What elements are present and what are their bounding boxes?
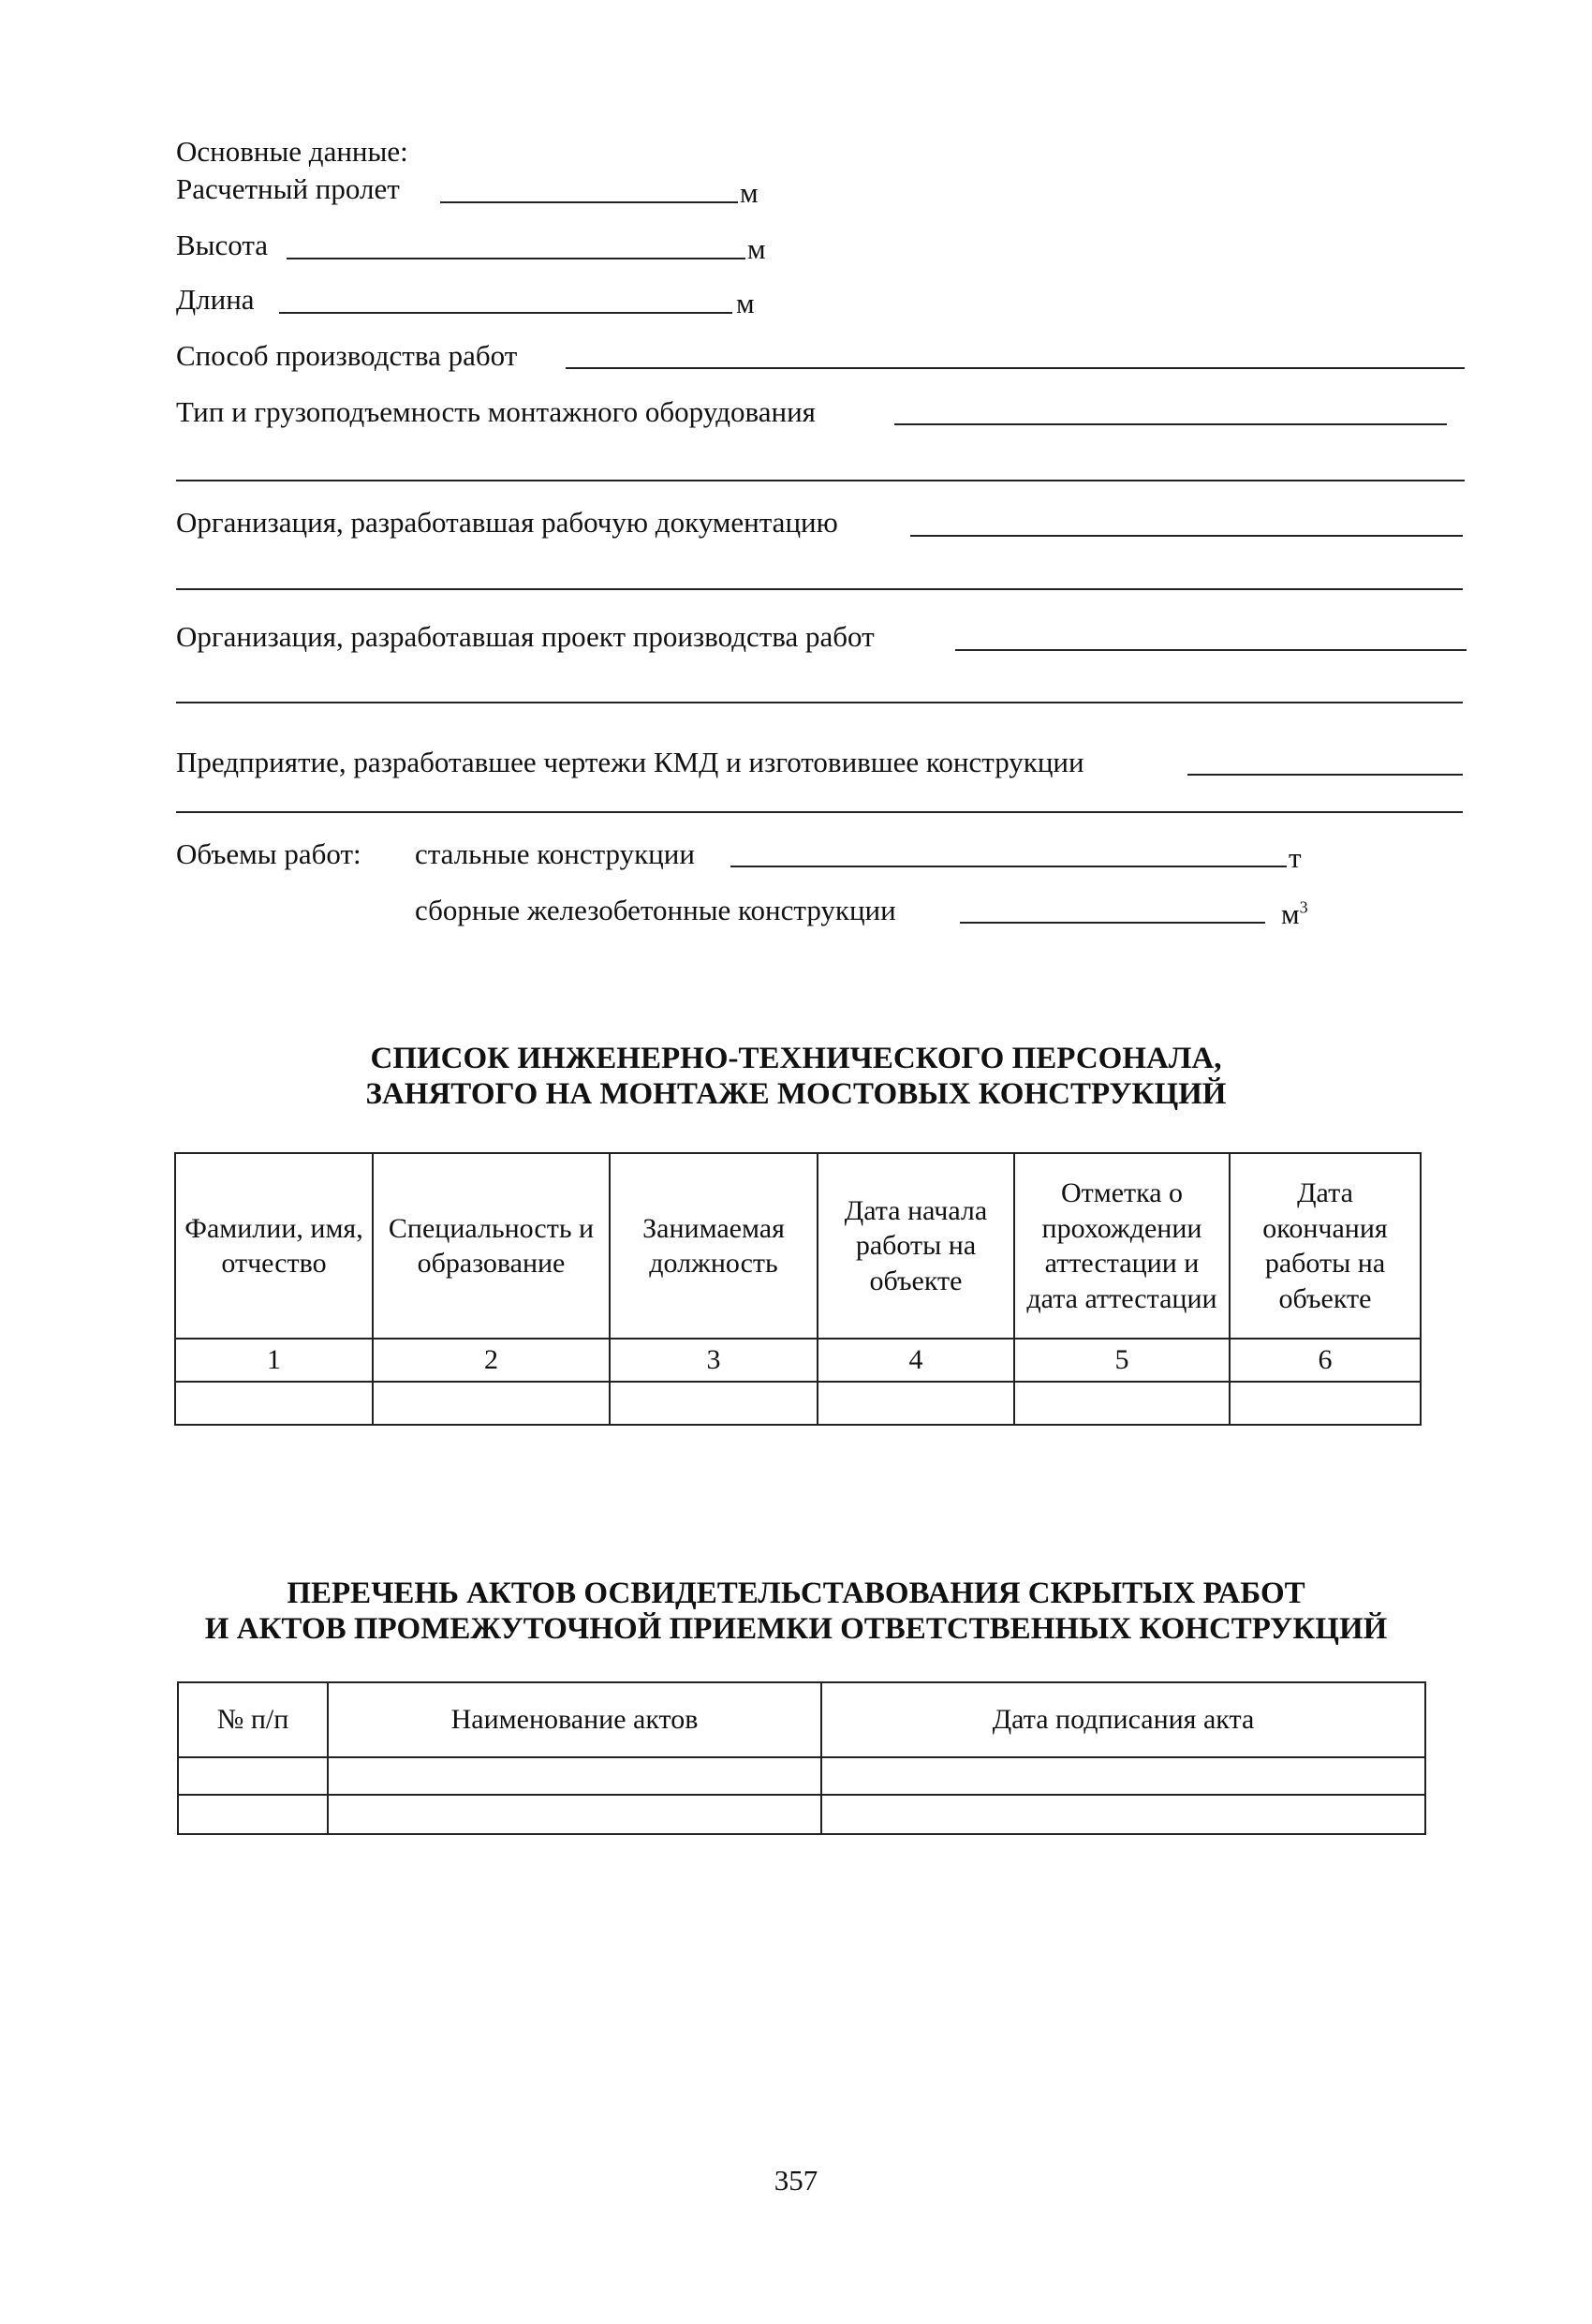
acts-title: [0, 1576, 1592, 1648]
col-header-start-date: Дата начала работы на объекте: [818, 1153, 1014, 1339]
table-cell[interactable]: [328, 1795, 821, 1834]
span-unit: м: [740, 176, 759, 209]
span-label: Расчетный пролет: [176, 172, 400, 205]
table-row: [178, 1795, 1425, 1834]
concrete-unit: $м^3$: [1281, 897, 1308, 930]
ppr-org-label: Организация, разработавшая проект производства работ: [176, 620, 875, 653]
method-label: Способ производства работ: [176, 339, 518, 372]
personnel-table: [174, 1152, 1422, 1426]
equipment-label: Тип и грузоподъемность монтажного оборудования: [176, 395, 816, 428]
personnel-title-line1: СПИСОК ИНЖЕНЕРНО-ТЕХНИЧЕСКОГО ПЕРСОНАЛА,: [370, 1042, 1222, 1075]
table-cell[interactable]: [373, 1382, 610, 1425]
height-label: Высота: [176, 229, 269, 261]
equipment-field-continuation[interactable]: [176, 480, 1465, 481]
height-field[interactable]: [287, 258, 745, 259]
length-field[interactable]: [279, 312, 732, 314]
table-cell[interactable]: [1014, 1382, 1230, 1425]
table-cell[interactable]: [178, 1795, 328, 1834]
col-header-signing-date: Дата подписания акта: [821, 1682, 1425, 1757]
span-field[interactable]: [440, 201, 738, 203]
col-header-number: № п/п: [178, 1682, 328, 1757]
basic-data-heading: Основные данные:: [176, 135, 408, 168]
personnel-title-line2: ЗАНЯТОГО НА МОНТАЖЕ МОСТОВЫХ КОНСТРУКЦИЙ: [365, 1076, 1227, 1111]
table-cell[interactable]: [610, 1382, 818, 1425]
table-row: [175, 1382, 1421, 1425]
concrete-label: сборные железобетонные конструкции: [415, 894, 896, 926]
concrete-volume-field[interactable]: [960, 922, 1265, 924]
steel-volume-field[interactable]: [730, 866, 1287, 867]
acts-header-row: [178, 1682, 1425, 1757]
method-field[interactable]: [566, 367, 1465, 369]
table-row: [178, 1757, 1425, 1795]
table-cell[interactable]: [178, 1757, 328, 1795]
docs-org-field-continuation[interactable]: [176, 588, 1463, 590]
acts-title-line1: ПЕРЕЧЕНЬ АКТОВ ОСВИДЕТЕЛЬСТАВОВАНИЯ СКРЫТЫХ РАБОТ: [287, 1576, 1305, 1610]
col-number: 4: [818, 1339, 1014, 1382]
concrete-unit-exponent: 3: [1299, 897, 1308, 917]
col-number: 3: [610, 1339, 818, 1382]
kmd-field-continuation[interactable]: [176, 811, 1463, 813]
personnel-title: [0, 1042, 1592, 1113]
col-number: 1: [175, 1339, 373, 1382]
acts-title-line2: И АКТОВ ПРОМЕЖУТОЧНОЙ ПРИЕМКИ ОТВЕТСТВЕННЫХ КОНСТРУКЦИЙ: [204, 1611, 1388, 1646]
length-unit: м: [736, 287, 755, 319]
kmd-label: Предприятие, разработавшее чертежи КМД и изготовившее конструкции: [176, 746, 1084, 778]
height-unit: м: [747, 232, 766, 265]
acts-table: [177, 1681, 1426, 1835]
docs-org-field[interactable]: [910, 535, 1463, 537]
table-cell[interactable]: [328, 1757, 821, 1795]
personnel-header-row: [175, 1153, 1421, 1339]
steel-unit: т: [1289, 841, 1302, 874]
table-cell[interactable]: [821, 1757, 1425, 1795]
table-cell[interactable]: [175, 1382, 373, 1425]
col-header-act-name: Наименование актов: [328, 1682, 821, 1757]
ppr-org-field[interactable]: [955, 649, 1467, 651]
col-header-full-name: Фамилии, имя, отчество: [175, 1153, 373, 1339]
page-number: 357: [774, 2164, 818, 2197]
personnel-number-row: [175, 1339, 1421, 1382]
col-number: 2: [373, 1339, 610, 1382]
kmd-field[interactable]: [1187, 774, 1463, 776]
col-header-specialty: Специальность и образование: [373, 1153, 610, 1339]
table-cell[interactable]: [1230, 1382, 1421, 1425]
col-header-attestation: Отметка о прохождении аттестации и дата аттестации: [1014, 1153, 1230, 1339]
steel-label: стальные конструкции: [415, 837, 695, 870]
col-header-position: Занимаемая должность: [610, 1153, 818, 1339]
docs-org-label: Организация, разработавшая рабочую документацию: [176, 506, 838, 539]
table-cell[interactable]: [821, 1795, 1425, 1834]
ppr-org-field-continuation[interactable]: [176, 702, 1463, 703]
length-label: Длина: [176, 283, 255, 316]
equipment-field[interactable]: [894, 423, 1447, 425]
col-number: 5: [1014, 1339, 1230, 1382]
volumes-label: Объемы работ:: [176, 837, 361, 870]
col-header-end-date: Дата окончания работы на объекте: [1230, 1153, 1421, 1339]
table-cell[interactable]: [818, 1382, 1014, 1425]
col-number: 6: [1230, 1339, 1421, 1382]
